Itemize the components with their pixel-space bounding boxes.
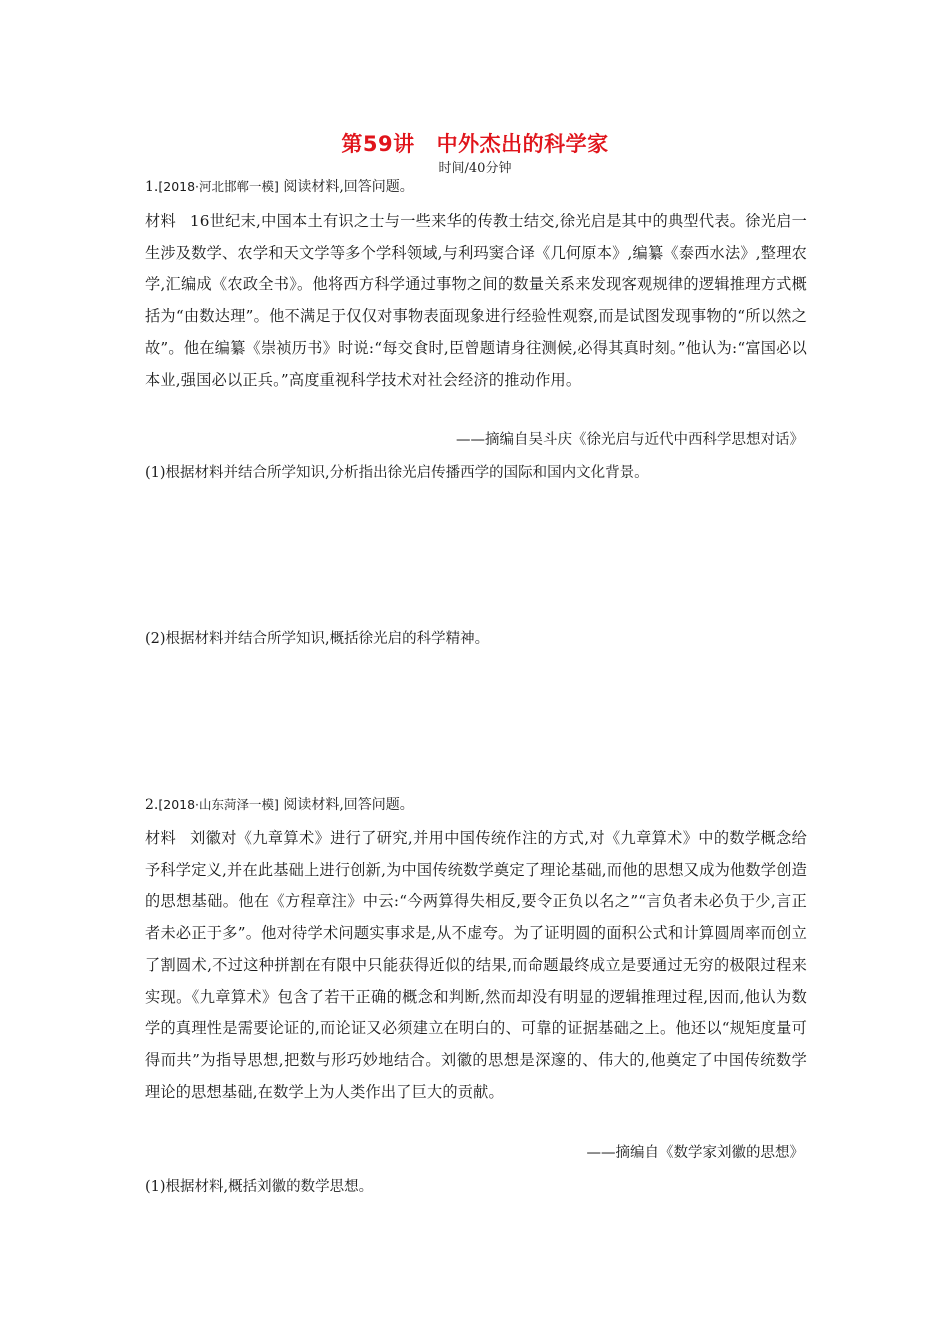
question-number: 1. [145, 179, 159, 195]
question-source: [2018·山东菏泽一模] [158, 797, 279, 812]
time-limit: 时间/40分钟 [438, 161, 512, 176]
question-2-sub-1: (1)根据材料,概括刘徽的数学思想。 [145, 1179, 374, 1195]
question-1-material [145, 206, 807, 396]
lecture-number: 第59讲 [341, 132, 415, 156]
material-text: 刘徽对《九章算术》进行了研究,并用中国传统作注的方式,对《九章算术》中的数学概念给予科学定义,并在此基础上进行创新,为中国传统数学奠定了理论基础,而他的思想又成为他数学创造的思想基础。他在《方程章注》中云:“今两算得失相反,要令正负以名之”“言负者未必负于少,言正者未必正于多”。他对待学术问题实事求是,从不虚夸。为了证明圆的面积公式和计算圆周率而创立了割圆术,不过这种拼割在有限中只能获得近似的结果,而命题最终成立是要通过无穷的极限过程来实现。《九章算术》包含了若干正确的概念和判断,然而却没有明显的逻辑推理过程,因而,他认为数学的真理性是需要论证的,而论证又必须建立在明白的、可靠的证据基础之上。他还以“规矩度量可得而共”为指导思想,把数与形巧妙地结合。刘徽的思想是深邃的、伟大的,他奠定了中国传统数学理论的思想基础,在数学上为人类作出了巨大的贡献。 [145, 829, 808, 1101]
material-label: 材料 [145, 212, 176, 230]
page-title [0, 130, 950, 158]
question-instruction: 阅读材料,回答问题。 [283, 179, 414, 195]
material-label: 材料 [145, 829, 177, 847]
question-2-citation: ——摘编自《数学家刘徽的思想》 [586, 1145, 804, 1161]
question-source: [2018·河北邯郸一模] [158, 179, 279, 194]
question-2-header [145, 795, 414, 815]
question-2-material [145, 823, 807, 1108]
question-1-citation: ——摘编自吴斗庆《徐光启与近代中西科学思想对话》 [456, 432, 804, 448]
question-instruction: 阅读材料,回答问题。 [283, 797, 414, 813]
question-1-header [145, 177, 414, 197]
lecture-topic: 中外杰出的科学家 [436, 132, 609, 156]
question-number: 2. [145, 797, 159, 813]
question-1-sub-2: (2)根据材料并结合所学知识,概括徐光启的科学精神。 [145, 631, 490, 647]
material-text: 16世纪末,中国本土有识之士与一些来华的传教士结交,徐光启是其中的典型代表。徐光启一生涉及数学、农学和天文学等多个学科领域,与利玛窦合译《几何原本》,编纂《泰西水法》,整理农学,汇编成《农政全书》。他将西方科学通过事物之间的数量关系来发现客观规律的逻辑推理方式概括为“由数达理”。他不满足于仅仅对事物表面现象进行经验性观察,而是试图发现事物的“所以然之故”。他在编纂《崇祯历书》时说:“每交食时,臣曾题请身往测候,必得其真时刻。”他认为:“富国必以本业,强国必以正兵。”高度重视科学技术对社会经济的推动作用。 [145, 212, 807, 389]
question-1-sub-1: (1)根据材料并结合所学知识,分析指出徐光启传播西学的国际和国内文化背景。 [145, 465, 649, 481]
